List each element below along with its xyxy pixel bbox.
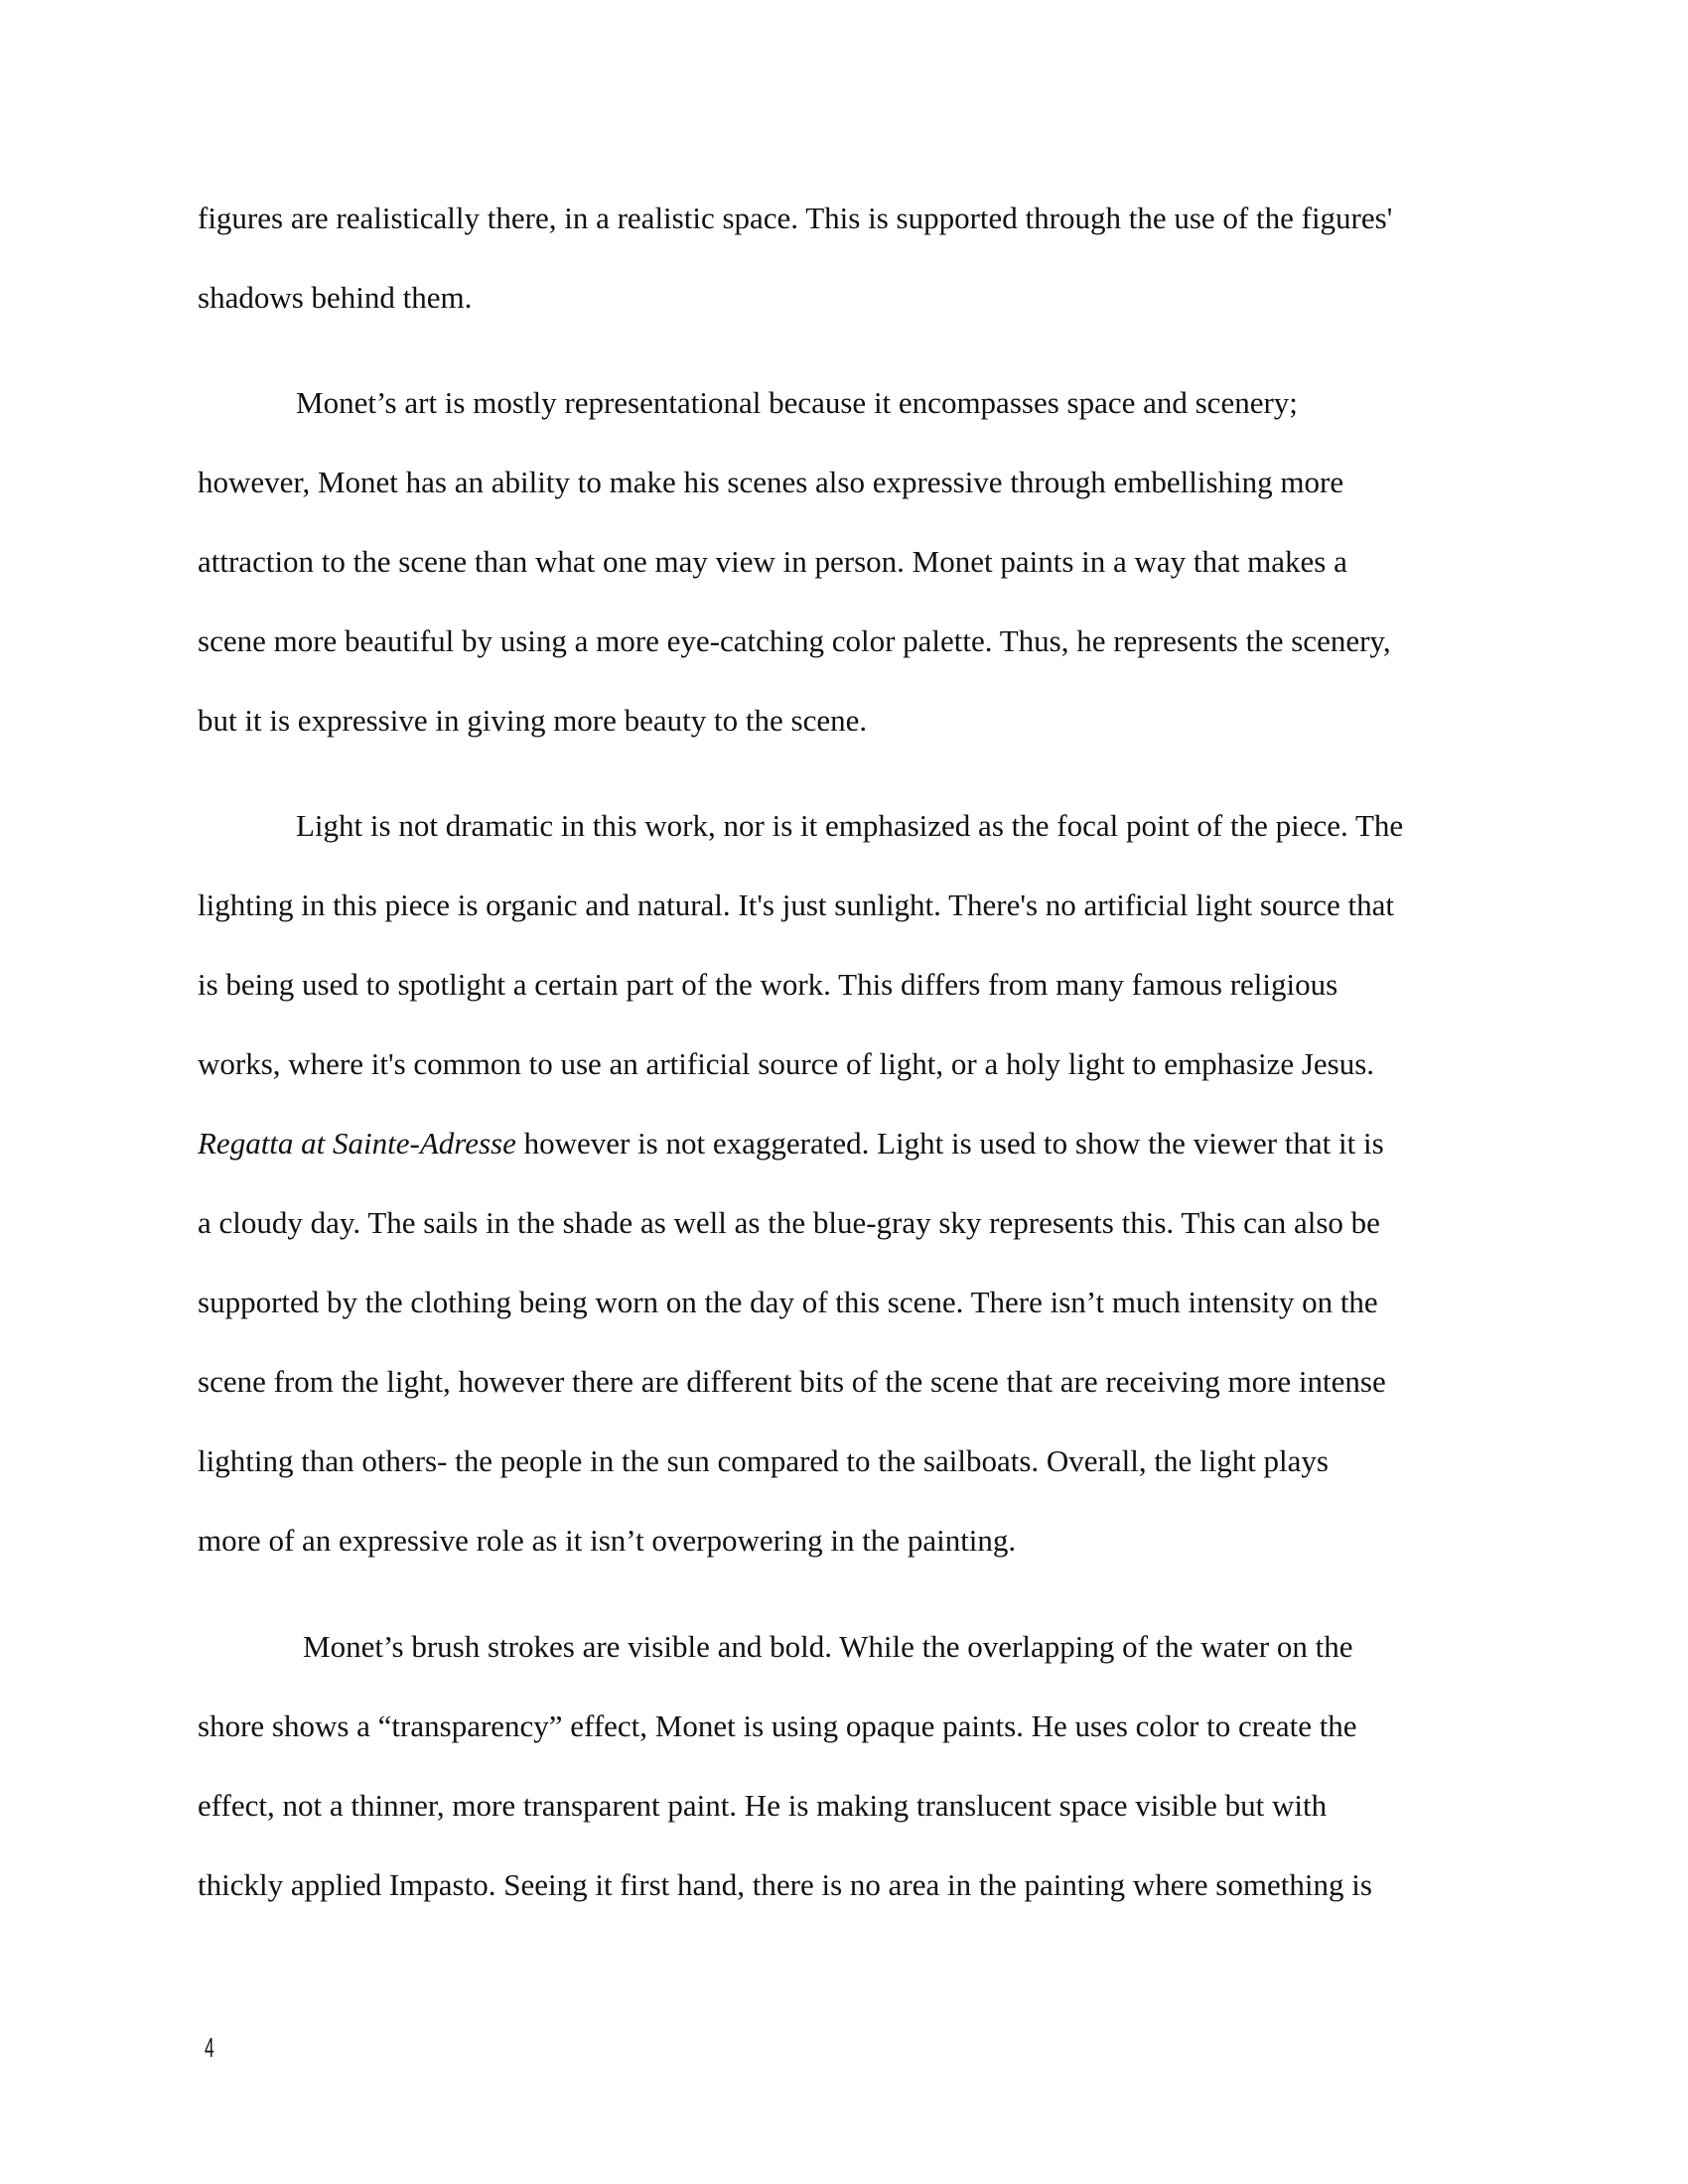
paragraph-2-line-3: attraction to the scene than what one may view in person. Monet paints in a way that makes a [198,544,1347,579]
paragraph-3-line-7: supported by the clothing being worn on the day of this scene. There isn’t much intensity on the [198,1285,1378,1319]
paragraph-1-line-1: figures are realistically there, in a realistic space. This is supported through the use of the figures' [198,201,1393,235]
paragraph-3-line-5 [198,1124,1384,1163]
paragraph-3-line-3: is being used to spotlight a certain part of the work. This differs from many famous religious [198,967,1338,1002]
paragraph-1-line-2: shadows behind them. [198,280,473,315]
paragraph-2-line-4: scene more beautiful by using a more eye-catching color palette. Thus, he represents the scenery, [198,623,1391,658]
paragraph-3-line-8: scene from the light, however there are different bits of the scene that are receiving more intense [198,1364,1386,1399]
paragraph-3-line-6: a cloudy day. The sails in the shade as well as the blue-gray sky represents this. This can also be [198,1205,1380,1240]
paragraph-4-line-2: shore shows a “transparency” effect, Monet is using opaque paints. He uses color to create the [198,1708,1357,1743]
paragraph-2-line-2: however, Monet has an ability to make his scenes also expressive through embellishing more [198,465,1344,499]
page-number: 4 [205,2032,214,2063]
paragraph-4-line-3: effect, not a thinner, more transparent paint. He is making translucent space visible but with [198,1788,1328,1823]
paragraph-3-line-10: more of an expressive role as it isn’t overpowering in the painting. [198,1523,1017,1558]
paragraph-3-line-4: works, where it's common to use an artificial source of light, or a holy light to emphasize Jesus. [198,1046,1375,1081]
painting-title: Regatta at Sainte-Adresse [198,1126,516,1160]
paragraph-4-line-4: thickly applied Impasto. Seeing it first hand, there is no area in the painting where something is [198,1867,1372,1902]
paragraph-3-line-5-text: however is not exaggerated. Light is used to show the viewer that it is [523,1126,1384,1160]
paragraph-3-line-2: lighting in this piece is organic and natural. It's just sunlight. There's no artificial light source that [198,887,1395,922]
paragraph-2-line-5: but it is expressive in giving more beauty to the scene. [198,703,868,738]
paragraph-4-line-1: Monet’s brush strokes are visible and bold. While the overlapping of the water on the [303,1629,1353,1664]
paragraph-2-line-1: Monet’s art is mostly representational because it encompasses space and scenery; [296,385,1298,420]
paragraph-3-line-1: Light is not dramatic in this work, nor is it emphasized as the focal point of the piece. The [296,808,1404,843]
paragraph-3-line-9: lighting than others- the people in the sun compared to the sailboats. Overall, the light plays [198,1443,1329,1478]
